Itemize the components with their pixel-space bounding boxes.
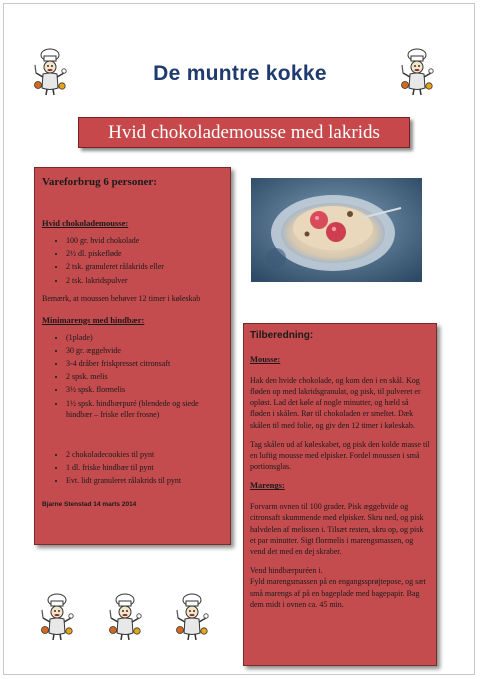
ingredients-panel	[34, 167, 231, 545]
list-item: • 30 gr. æggehvide	[66, 345, 223, 357]
chef-mascot-icon	[108, 593, 142, 641]
marengs-step-1: Forvarm ovnen til 100 grader. Pisk æggehvide og citronsaft skummende med elpisker. Skru ned, og pisk halvdelen af melissen i. Tilsæt resten, skru op, og pisk et par minutter. Sigt flormelis i marengsmassen, og vend det med en dej skraber.	[250, 502, 424, 557]
list-item: • 2 spsk. melis	[66, 371, 223, 383]
method-panel	[243, 323, 437, 666]
garnish-list	[42, 449, 223, 487]
marengs-method-heading: Marengs:	[250, 480, 285, 491]
mousse-step-2: Tag skålen ud af køleskabet, og pisk den kolde masse til en luftig mousse med elpisker. Fordel moussen i små portionsglas.	[250, 439, 430, 472]
list-item: • 2 tsk. lakridspulver	[66, 275, 223, 287]
list-item: • 2 tsk. granuleret rålakrids eller	[66, 261, 223, 273]
site-title: De muntre kokke	[153, 62, 327, 85]
list-item: • 3-4 dråber friskpresset citronsaft	[66, 358, 223, 370]
chef-mascot-icon	[33, 48, 67, 96]
recipe-title-banner	[78, 117, 410, 148]
mousse-method-heading: Mousse:	[250, 354, 281, 364]
list-item: • 1½ spsk. hindbærpuré (blendede og siede hindbær – friske eller frosne)	[66, 398, 223, 421]
list-item: • 2½ dl. piskefløde	[66, 248, 223, 260]
chef-mascot-icon	[175, 593, 209, 641]
mousse-note: Bemærk, at moussen behøver 12 timer i køleskab	[42, 294, 201, 304]
marengs-ingredients-heading: Minimarengs med hindbær:	[42, 314, 145, 325]
dessert-photo	[251, 178, 422, 282]
mousse-step-1: Hak den hvide chokolade, og kom den i en skål. Kog fløden op med lakridsgranulat, og pisk, til pulveret er opløst. Lad det køle af nogle minutter, og hæld så fløden i skålen. Rør til chokoladen er smeltet. Dæk skålen til med folie, og giv den 12 timer i køleskab.	[250, 375, 421, 430]
marengs-ingredient-list	[42, 332, 223, 421]
list-item: • (1plade)	[66, 332, 223, 344]
marengs-step-2: Vend hindbærpuréen i. Fyld marengsmassen på en engangssprøjtepose, og sæt små marengs af på en bageplade med bagepapir. Bag dem midt i ovnen ca. 45 min.	[250, 566, 426, 609]
author-signature: Bjarne Stenstad 14 marts 2014	[42, 501, 137, 509]
mousse-ingredients-heading: Hvid chokolademousse:	[42, 217, 129, 228]
dessert-photo-image	[251, 178, 422, 282]
recipe-title: Hvid chokolademousse med lakrids	[108, 121, 380, 143]
chef-mascot-icon	[400, 48, 434, 96]
chef-mascot-icon	[40, 593, 74, 641]
mousse-ingredient-list	[42, 235, 223, 286]
ingredients-heading: Vareforbrug 6 personer:	[42, 176, 157, 188]
list-item: • 100 gr. hvid chokolade	[66, 235, 223, 247]
method-heading: Tilberedning:	[250, 330, 314, 341]
list-item: • 1 dl. friske hindbær til pynt	[66, 462, 223, 474]
list-item: • 3½ spsk. flormelis	[66, 384, 223, 396]
list-item: • 2 chokoladecookies til pynt	[66, 449, 223, 461]
list-item: • Evt. lidt granuleret rålakrids til pynt	[66, 475, 223, 487]
